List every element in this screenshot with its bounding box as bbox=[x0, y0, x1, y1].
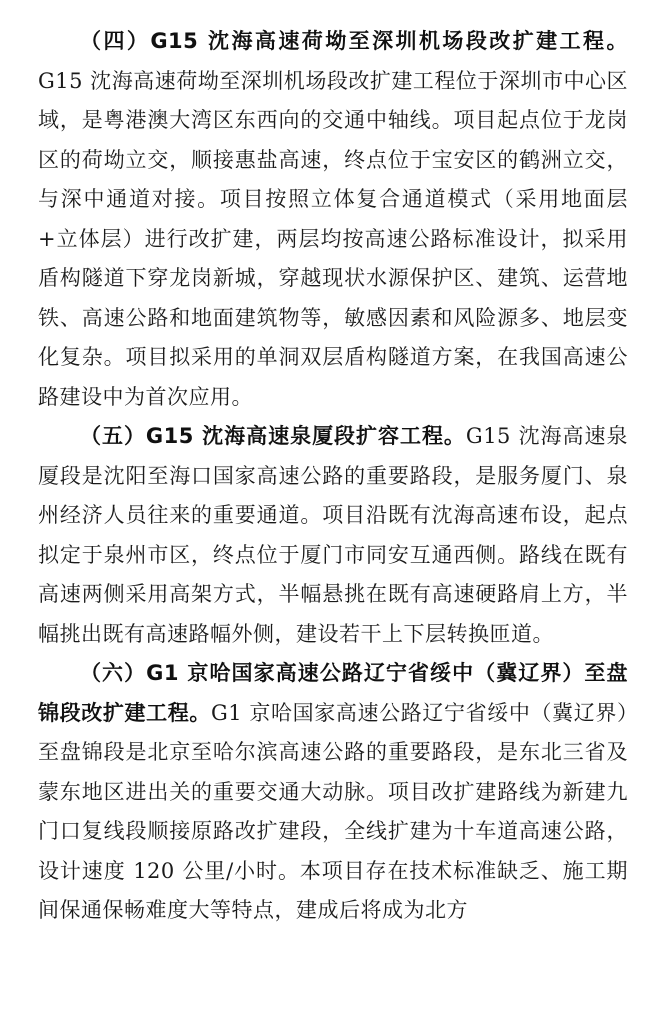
section-6-paragraph bbox=[38, 654, 628, 931]
section-5-body: G15 沈海高速泉厦段是沈阳至海口国家高速公路的重要路段，是服务厦门、泉州经济人员往来的重要通道。项目沿既有沈海高速布设，起点拟定于泉州市区，终点位于厦门市同安互通西侧。路线在既有高速两侧采用高架方式，半幅悬挑在既有高速硬路肩上方，半幅挑出既有高速路幅外侧，建设若干上下层转换匝道。 bbox=[38, 424, 628, 646]
section-5-heading: （五）G15 沈海高速泉厦段扩容工程。 bbox=[80, 424, 466, 448]
section-4-paragraph bbox=[38, 22, 628, 417]
section-4-heading: （四）G15 沈海高速荷坳至深圳机场段改扩建工程。 bbox=[80, 29, 628, 53]
section-6-heading: （六）G1 京哈国家高速公路辽宁省绥中（冀辽界）至盘锦段改扩建工程。 bbox=[38, 661, 628, 725]
section-5-paragraph bbox=[38, 417, 628, 654]
section-6-body: G1 京哈国家高速公路辽宁省绥中（冀辽界）至盘锦段是北京至哈尔滨高速公路的重要路段，是东北三省及蒙东地区进出关的重要交通大动脉。项目改扩建路线为新建九门口复线段顺接原路改扩建段，全线扩建为十车道高速公路，设计速度 120 公里/小时。本项目存在技术标准缺乏、施工期间保通保畅难度大等特点，建成后将成为北方 bbox=[38, 700, 629, 922]
section-4-body: G15 沈海高速荷坳至深圳机场段改扩建工程位于深圳市中心区域，是粤港澳大湾区东西向的交通中轴线。项目起点位于龙岗区的荷坳立交，顺接惠盐高速，终点位于宝安区的鹤洲立交，与深中通道对接。项目按照立体复合通道模式（采用地面层+立体层）进行改扩建，两层均按高速公路标准设计，拟采用盾构隧道下穿龙岗新城，穿越现状水源保护区、建筑、运营地铁、高速公路和地面建筑物等，敏感因素和风险源多、地层变化复杂。项目拟采用的单洞双层盾构隧道方案，在我国高速公路建设中为首次应用。 bbox=[38, 68, 628, 409]
document-page bbox=[38, 22, 628, 931]
